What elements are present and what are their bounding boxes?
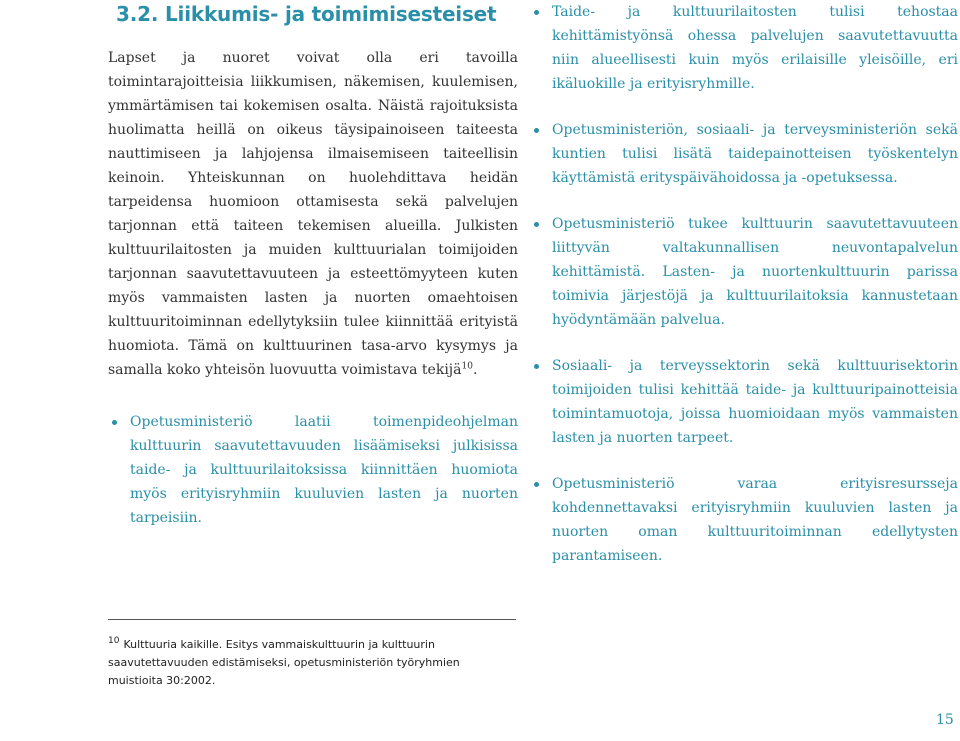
list-item-text: Opetusministeriö laatii toimenpideohjelman kulttuurin saavutettavuuden lisäämiseksi julkisissa taide- ja kulttuurilaitoksissa kiinnittäen huomiota myös erityisryhmiin kuuluvien lasten ja nuorten tarpeisiin.	[130, 414, 518, 526]
list-item	[530, 354, 958, 450]
list-item	[530, 212, 958, 332]
list-item-text: Opetusministeriö varaa erityisresursseja kohdennettavaksi erityisryhmiin kuuluvien lasten ja nuorten oman kulttuuritoiminnan edellytysten parantamiseen.	[552, 476, 958, 564]
list-item-text: Sosiaali- ja terveyssektorin sekä kulttuurisektorin toimijoiden tulisi kehittää taide- ja kulttuuripainotteisia toimintamuotoja, joissa huomioidaan myös vammaisten lasten ja nuorten tarpeet.	[552, 358, 958, 446]
list-item	[530, 118, 958, 190]
bullet-icon	[534, 10, 539, 15]
body-paragraph	[108, 46, 518, 382]
footnote	[108, 636, 508, 690]
footnote-reference[interactable]: 10	[461, 361, 473, 372]
bullet-icon	[534, 222, 539, 227]
right-bullet-list	[530, 0, 958, 568]
left-bullet-list	[108, 410, 518, 530]
body-paragraph-end: .	[472, 362, 478, 378]
bullet-icon	[534, 128, 539, 133]
bullet-icon	[534, 482, 539, 487]
list-item-text: Opetusministeriö tukee kulttuurin saavutettavuuteen liittyvän valtakunnallisen neuvontapalvelun kehittämistä. Lasten- ja nuortenkulttuurin parissa toimivia järjestöjä ja kulttuurilaitoksia kannustetaan hyödyntämään palvelua.	[552, 216, 958, 328]
bullet-icon	[534, 364, 539, 369]
list-item	[530, 472, 958, 568]
list-item-text: Opetusministeriön, sosiaali- ja terveysministeriön sekä kuntien tulisi lisätä taidepainotteisen työskentelyn käyttämistä erityspäivähoidossa ja -opetuksessa.	[552, 122, 958, 186]
list-item	[108, 410, 518, 530]
page-number: 15	[936, 712, 954, 728]
footnote-number: 10	[108, 636, 120, 647]
list-item-text: Taide- ja kulttuurilaitosten tulisi tehostaa kehittämistyönsä ohessa palvelujen saavutettavuutta niin alueellisesti kuin myös erilaisille yleisöille, eri ikäluokille ja erityisryhmille.	[552, 4, 958, 92]
bullet-icon	[112, 420, 117, 425]
footnote-divider	[108, 619, 516, 620]
section-heading: 3.2. Liikkumis- ja toimimisesteiset	[116, 2, 497, 26]
left-column	[108, 46, 518, 530]
list-item	[530, 0, 958, 96]
footnote-text: Kulttuuria kaikille. Esitys vammaiskulttuurin ja kulttuurin saavutettavuuden edistämiseksi, opetusministeriön työryhmien muistioita 30:2002.	[108, 638, 460, 687]
body-paragraph-text: Lapset ja nuoret voivat olla eri tavoilla toimintarajoitteisia liikkumisen, näkemisen, kuulemisen, ymmärtämisen tai kokemisen osalta. Näistä rajoituksista huolimatta heillä on oikeus täysipainoiseen taiteesta nauttimiseen ja lahjojensa ilmaisemiseen taiteellisin keinoin. Yhteiskunnan on huolehdittava heidän tarpeidensa huomioon ottamisesta sekä palvelujen tarjonnan että taiteen tekemisen alueilla. Julkisten kulttuurilaitosten ja muiden kulttuurialan toimijoiden tarjonnan saavutettavuuteen ja esteettömyyteen kuten myös vammaisten lasten ja nuorten omaehtoisen kulttuuritoiminnan edellytyksiin tulee kiinnittää erityistä huomiota. Tämä on kulttuurinen tasa-arvo kysymys ja samalla koko yhteisön luovuutta voimistava tekijä	[108, 50, 518, 378]
right-column	[530, 0, 958, 590]
